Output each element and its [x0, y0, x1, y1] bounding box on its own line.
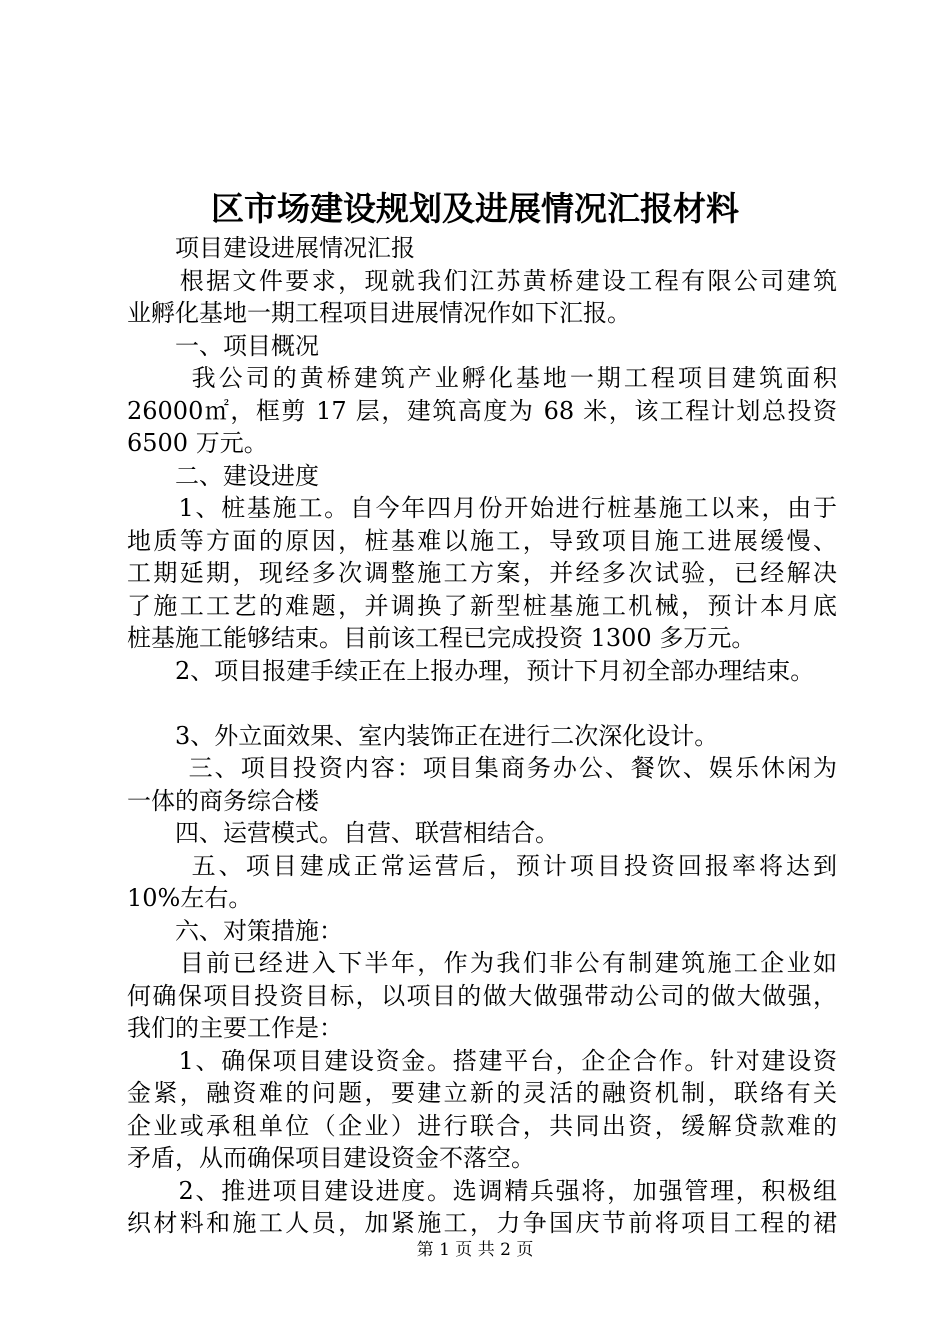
text-line: 四、运营模式。自营、联营相结合。	[127, 819, 559, 847]
text-line: 目前已经进入下半年，作为我们非公有制建筑施工企业如	[127, 949, 837, 977]
text-line: 2、项目报建手续正在上报办理，预计下月初全部办理结束。	[127, 656, 815, 685]
text-line: 工期延期，现经多次调整施工方案，并经多次试验，已经解决	[127, 559, 837, 587]
text-line: 六、对策措施：	[127, 916, 343, 945]
text-line: 3、外立面效果、室内装饰正在进行二次深化设计。	[127, 721, 719, 750]
text-line	[127, 687, 837, 720]
text-line: 我公司的黄桥建筑产业孵化基地一期工程项目建筑面积	[127, 364, 837, 392]
text-line: 五、项目建成正常运营后，预计项目投资回报率将达到	[127, 851, 837, 880]
document-title: 区市场建设规划及进展情况汇报材料	[211, 189, 739, 228]
text-line: 业孵化基地一期工程项目进展情况作如下汇报。	[127, 299, 631, 327]
text-line: 二、建设进度	[127, 461, 319, 490]
text-line: 26000㎡，框剪 17 层，建筑高度为 68 米，该工程计划总投资	[127, 396, 837, 425]
text-line: 织材料和施工人员，加紧施工，力争国庆节前将项目工程的裙	[127, 1209, 837, 1237]
document-body	[127, 232, 837, 1240]
text-line: 一体的商务综合楼	[127, 786, 319, 815]
text-line: 地质等方面的原因，桩基难以施工，导致项目施工进展缓慢、	[127, 526, 837, 555]
text-line: 1、桩基施工。自今年四月份开始进行桩基施工以来，由于	[127, 494, 837, 522]
text-line: 一、项目概况	[127, 331, 319, 360]
text-line: 何确保项目投资目标，以项目的做大做强带动公司的做大做强，	[127, 981, 837, 1010]
text-line: 根据文件要求，现就我们江苏黄桥建设工程有限公司建筑	[127, 266, 837, 295]
text-line: 6500 万元。	[127, 429, 268, 457]
text-line: 1、确保项目建设资金。搭建平台，企企合作。针对建设资	[127, 1046, 837, 1075]
page-footer: 第 1 页 共 2 页	[416, 1240, 534, 1260]
text-line: 矛盾，从而确保项目建设资金不落空。	[127, 1144, 535, 1172]
text-line: 我们的主要工作是：	[127, 1014, 343, 1042]
text-line: 了施工工艺的难题，并调换了新型桩基施工机械，预计本月底	[127, 591, 837, 620]
text-line: 金紧，融资难的问题，要建立新的灵活的融资机制，联络有关	[127, 1079, 837, 1107]
text-line: 10%左右。	[127, 884, 253, 912]
text-line: 项目建设进展情况汇报	[127, 234, 415, 262]
text-line: 三、项目投资内容：项目集商务办公、餐饮、娱乐休闲为	[127, 754, 837, 782]
text-line: 2、推进项目建设进度。选调精兵强将，加强管理，积极组	[127, 1176, 837, 1205]
text-line: 桩基施工能够结束。目前该工程已完成投资 1300 多万元。	[127, 624, 756, 652]
text-line: 企业或承租单位（企业）进行联合，共同出资，缓解贷款难的	[127, 1111, 837, 1140]
